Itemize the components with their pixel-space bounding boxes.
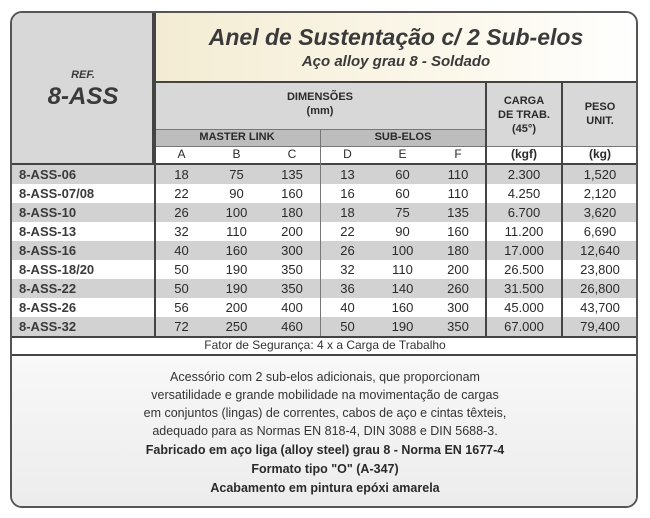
cell-c: 160: [281, 186, 303, 201]
cell-carga: 11.200: [504, 224, 544, 239]
cell-c: 400: [281, 300, 303, 315]
cell-a: 50: [174, 281, 189, 296]
cell-d: 18: [340, 205, 355, 220]
cell-carga: 26.500: [504, 262, 544, 277]
cell-a: 72: [174, 319, 189, 334]
cell-d: 22: [340, 224, 355, 239]
cell-carga: 4.250: [507, 186, 541, 201]
ref-column-border: [154, 13, 156, 337]
table-row: [12, 298, 638, 317]
cell-a: 32: [174, 224, 189, 239]
cell-a: 50: [174, 262, 189, 277]
cell-a: 26: [174, 205, 189, 220]
product-spec-card: [10, 11, 638, 508]
col-letter-e: E: [398, 147, 407, 161]
col-letter-f: F: [454, 147, 462, 161]
desc-line-2: versatilidade e grande mobilidade na movimentação de cargas: [151, 388, 499, 402]
carga-line-2: DE TRAB.: [498, 109, 550, 121]
cell-f: 300: [447, 300, 469, 315]
cell-c: 200: [281, 224, 303, 239]
letters-top-line: [154, 146, 638, 147]
cell-d: 16: [340, 186, 355, 201]
cell-e: 140: [391, 281, 414, 296]
cell-f: 110: [447, 167, 469, 182]
table-row: [12, 279, 638, 298]
row-ref: 8-ASS-22: [19, 281, 77, 296]
dim-carga-divider: [485, 83, 487, 337]
cell-a: 56: [174, 300, 189, 315]
cell-d: 50: [340, 319, 355, 334]
cell-c: 135: [281, 167, 303, 182]
cell-b: 110: [226, 224, 247, 239]
cell-d: 32: [340, 262, 355, 277]
cell-d: 36: [340, 281, 355, 296]
header-divider: [12, 163, 638, 165]
cell-peso: 6,690: [583, 224, 617, 239]
cell-peso: 3,620: [583, 205, 617, 220]
cell-f: 180: [447, 243, 469, 258]
cell-peso: 79,400: [580, 319, 620, 334]
cell-carga: 17.000: [504, 243, 544, 258]
reference-header: [12, 13, 154, 163]
cell-c: 350: [281, 262, 303, 277]
row-ref: 8-ASS-26: [19, 300, 77, 315]
page-subtitle: Aço alloy grau 8 - Soldado: [301, 53, 491, 70]
cell-b: 75: [229, 167, 244, 182]
peso-line-2: UNIT.: [586, 115, 614, 127]
page-title: Anel de Sustentação c/ 2 Sub-elos: [208, 24, 584, 50]
table-row: [12, 184, 638, 203]
cell-e: 190: [391, 319, 414, 334]
dimensoes-title: DIMENSÕES: [286, 91, 353, 103]
cell-e: 90: [395, 224, 410, 239]
carga-line-3: (45°): [512, 123, 536, 135]
desc-line-4: adequado para as Normas EN 818-4, DIN 3088 e DIN 5688-3.: [152, 424, 498, 438]
carga-line-1: CARGA: [503, 95, 545, 107]
cell-carga: 67.000: [504, 319, 544, 334]
col-letter-a: A: [177, 147, 186, 161]
title-banner: [154, 13, 638, 83]
table-row: [12, 317, 638, 336]
row-ref: 8-ASS-13: [19, 224, 77, 239]
cell-f: 350: [447, 319, 469, 334]
dimensoes-header: [154, 83, 486, 129]
carga-header: [486, 83, 562, 146]
safety-factor-note: Fator de Segurança: 4 x a Carga de Trabalho: [204, 338, 446, 352]
cell-carga: 45.000: [504, 300, 544, 315]
cell-peso: 12,640: [580, 243, 620, 258]
row-ref: 8-ASS-18/20: [19, 262, 95, 277]
col-letter-b: B: [232, 147, 241, 161]
peso-header: [562, 83, 638, 146]
cell-e: 75: [395, 205, 410, 220]
table-row: [12, 203, 638, 222]
cell-e: 160: [391, 300, 414, 315]
cell-c: 180: [281, 205, 303, 220]
column-letter-row: [154, 146, 638, 163]
cell-f: 260: [447, 281, 469, 296]
cell-b: 100: [225, 205, 248, 220]
desc-line-3: em conjuntos (lingas) de correntes, cabos de aço e cintas têxteis,: [143, 406, 507, 420]
cell-b: 190: [225, 262, 248, 277]
cell-carga: 31.500: [504, 281, 544, 296]
desc-bold-1: Fabricado em aço liga (alloy steel) grau 8 - Norma EN 1677-4: [145, 443, 505, 457]
table-row: [12, 222, 638, 241]
cell-b: 160: [225, 243, 248, 258]
sub-elos-header: SUB-ELOS: [320, 129, 486, 146]
table-row: [12, 260, 638, 279]
cell-peso: 1,520: [583, 167, 617, 182]
cell-f: 160: [447, 224, 469, 239]
cell-b: 250: [225, 319, 248, 334]
dimensoes-unit: (mm): [306, 105, 334, 117]
cell-peso: 26,800: [580, 281, 620, 296]
peso-line-1: PESO: [584, 101, 616, 113]
cell-peso: 2,120: [583, 186, 617, 201]
cell-peso: 23,800: [580, 262, 620, 277]
cell-c: 460: [281, 319, 303, 334]
cell-c: 350: [281, 281, 303, 296]
cell-d: 13: [340, 167, 355, 182]
peso-unit: (kg): [589, 147, 611, 161]
col-letter-d: D: [343, 147, 352, 161]
cell-f: 110: [447, 186, 469, 201]
cell-b: 200: [225, 300, 248, 315]
master-link-header: MASTER LINK: [154, 129, 320, 146]
cell-a: 18: [174, 167, 189, 182]
cell-a: 22: [174, 186, 189, 201]
cell-b: 90: [229, 186, 244, 201]
cell-d: 26: [340, 243, 355, 258]
desc-line-1: Acessório com 2 sub-elos adicionais, que proporcionam: [170, 370, 480, 384]
cell-e: 110: [392, 262, 413, 277]
title-divider: [154, 81, 638, 83]
desc-bold-2: Formato tipo "O" (A-347): [251, 462, 399, 476]
row-ref: 8-ASS-16: [19, 243, 77, 258]
cell-a: 40: [174, 243, 189, 258]
cell-d: 40: [340, 300, 355, 315]
cell-c: 300: [281, 243, 303, 258]
description-box: [12, 356, 638, 508]
col-letter-c: C: [287, 147, 297, 161]
ref-label: REF.: [71, 69, 95, 81]
master-sub-divider: [320, 129, 321, 337]
table-row: [12, 165, 638, 184]
cell-f: 135: [447, 205, 469, 220]
ref-code: 8-ASS: [47, 83, 119, 110]
cell-e: 60: [395, 186, 410, 201]
cell-carga: 6.700: [507, 205, 541, 220]
carga-unit: (kgf): [511, 147, 537, 161]
cell-peso: 43,700: [580, 300, 620, 315]
row-ref: 8-ASS-10: [19, 205, 77, 220]
desc-bold-3: Acabamento em pintura epóxi amarela: [210, 481, 440, 495]
cell-e: 100: [391, 243, 414, 258]
row-ref: 8-ASS-07/08: [19, 186, 95, 201]
row-ref: 8-ASS-32: [19, 319, 77, 334]
cell-e: 60: [395, 167, 410, 182]
cell-b: 190: [225, 281, 248, 296]
row-ref: 8-ASS-06: [19, 167, 77, 182]
cell-f: 200: [447, 262, 469, 277]
cell-carga: 2.300: [507, 167, 541, 182]
table-row: [12, 241, 638, 260]
carga-peso-divider: [561, 83, 563, 337]
